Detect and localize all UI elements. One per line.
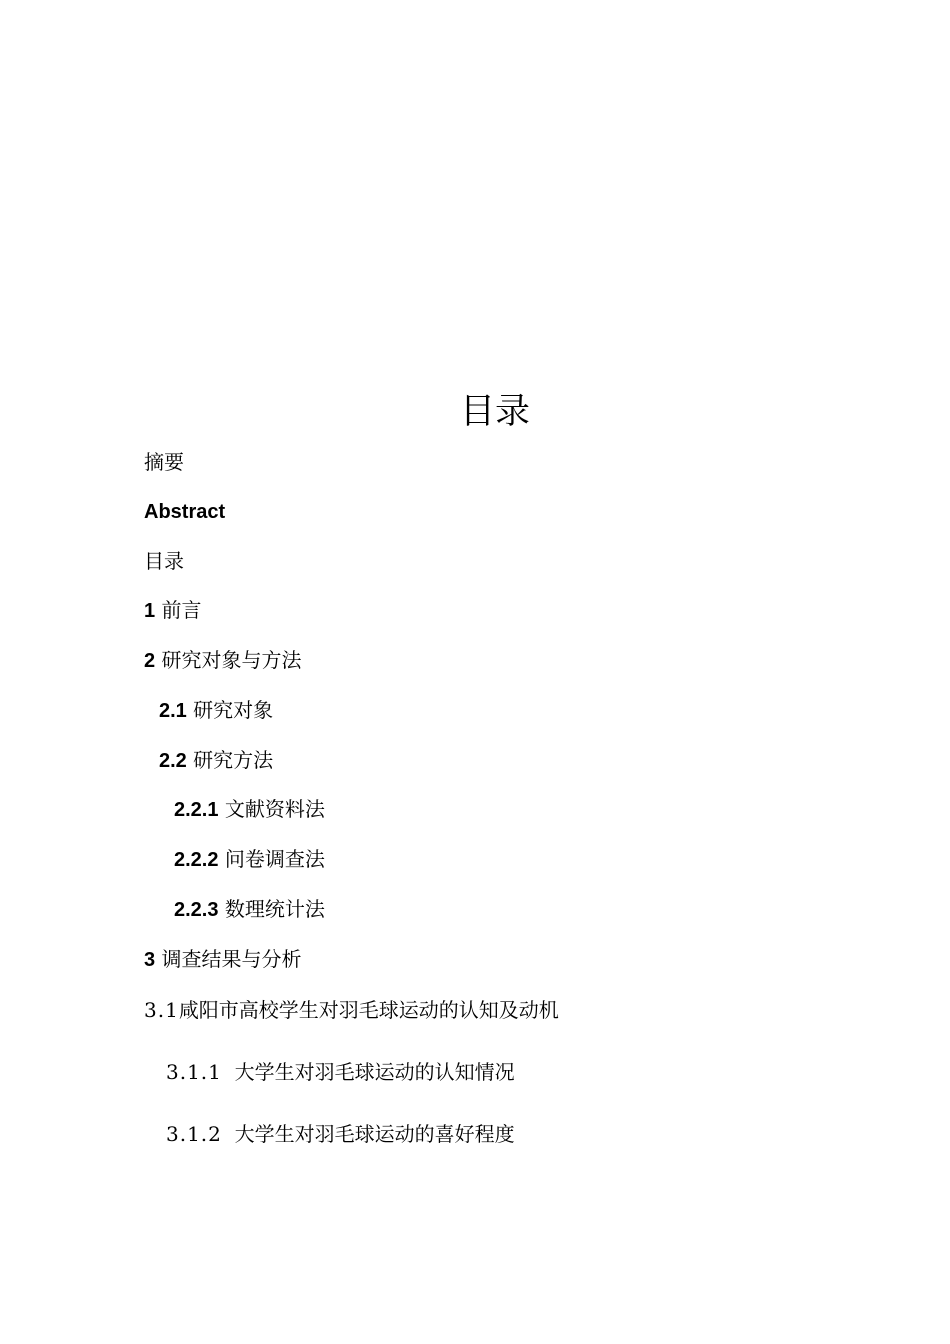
toc-entry-label: 文献资料法	[224, 797, 325, 821]
toc-entry-3-1-1[interactable]	[166, 1058, 515, 1086]
toc-entry-number: 2.2.1	[174, 799, 219, 821]
toc-entry-2-2[interactable]	[159, 746, 273, 775]
toc-entry-number: 1	[144, 600, 156, 622]
toc-entry-number: 2.2	[159, 750, 187, 772]
toc-entry-label: 调查结果与分析	[161, 947, 302, 971]
toc-entry-label: 研究对象	[193, 698, 274, 722]
toc-entry-3[interactable]	[144, 945, 301, 974]
toc-entry-label: 大学生对羽毛球运动的认知情况	[234, 1060, 515, 1084]
toc-entry-3-1[interactable]	[144, 996, 559, 1024]
page-title: 目录	[459, 392, 530, 432]
toc-entry-label: 前言	[161, 598, 202, 622]
toc-entry-1[interactable]	[144, 596, 201, 625]
toc-entry-label: 问卷调查法	[224, 847, 325, 871]
toc-entry-2[interactable]	[144, 646, 301, 675]
toc-entry-label: 研究对象与方法	[161, 648, 302, 672]
toc-entry-number: 2.1	[159, 700, 187, 722]
toc-entry-label: 研究方法	[193, 748, 274, 772]
toc-entry-label: 目录	[144, 549, 184, 573]
toc-entry-number: 2	[144, 650, 156, 672]
toc-entry-label: Abstract	[144, 501, 226, 523]
toc-entry-number: 2.2.3	[174, 899, 219, 921]
toc-entry-label: 大学生对羽毛球运动的喜好程度	[234, 1122, 515, 1146]
toc-entry-abstract-cn[interactable]	[144, 448, 184, 476]
toc-entry-2-1[interactable]	[159, 696, 273, 725]
toc-entry-label: 咸阳市高校学生对羽毛球运动的认知及动机	[178, 998, 559, 1022]
toc-entry-3-1-2[interactable]	[166, 1120, 515, 1148]
toc-entry-2-2-2[interactable]	[174, 845, 325, 874]
toc-entry-abstract-en[interactable]	[144, 497, 225, 526]
toc-entry-number: 3	[144, 949, 156, 971]
toc-entry-2-2-3[interactable]	[174, 895, 325, 924]
toc-entry-2-2-1[interactable]	[174, 795, 325, 824]
toc-entry-number: 2.2.2	[174, 849, 219, 871]
toc-entry-number: 3.1	[144, 998, 179, 1022]
toc-entry-number: 3.1.2	[166, 1122, 222, 1146]
toc-entry-number: 3.1.1	[166, 1060, 222, 1084]
toc-entry-contents[interactable]	[144, 547, 184, 575]
toc-entry-label: 数理统计法	[224, 897, 325, 921]
toc-entry-label: 摘要	[144, 450, 184, 474]
